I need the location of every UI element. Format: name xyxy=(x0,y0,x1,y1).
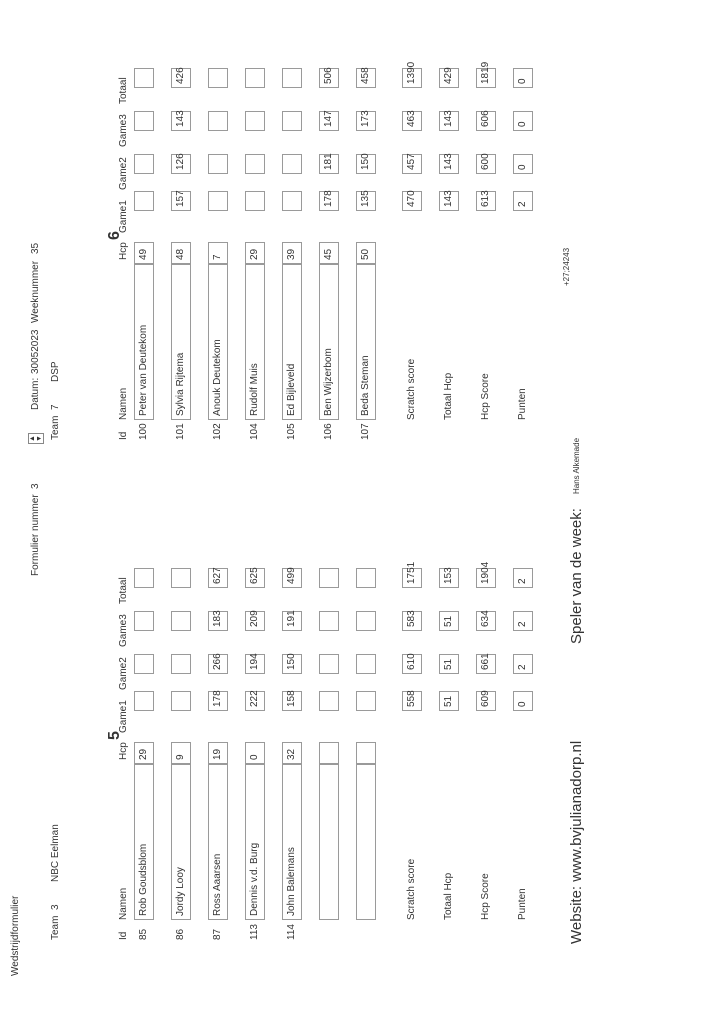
right-player-totaal-field[interactable] xyxy=(282,68,302,88)
left-player-totaal-field[interactable]: 625 xyxy=(245,568,265,588)
left-player-name-field[interactable]: Ross Aaarsen xyxy=(208,764,228,920)
formulier-value[interactable]: 3 xyxy=(30,483,41,489)
right-header-totaal: Totaal xyxy=(118,77,129,104)
left-player-totaal-field[interactable] xyxy=(134,568,154,588)
right-summary-game3: 463 xyxy=(402,111,422,131)
right-player-hcp-field[interactable]: 49 xyxy=(134,242,154,264)
left-player-hcp-field[interactable]: 32 xyxy=(282,742,302,764)
right-player-game3-field[interactable]: 173 xyxy=(356,111,376,131)
right-summary-label: Scratch score xyxy=(406,358,417,420)
right-player-game2-field[interactable]: 181 xyxy=(319,154,339,174)
right-player-totaal-field[interactable] xyxy=(245,68,265,88)
left-summary-totaal: 153 xyxy=(439,568,459,588)
right-summary-game1: 143 xyxy=(439,191,459,211)
left-player-hcp-field[interactable]: 29 xyxy=(134,742,154,764)
left-player-totaal-field[interactable]: 499 xyxy=(282,568,302,588)
right-player-name-field[interactable]: Rudolf Muis xyxy=(245,264,265,420)
right-header-id: Id xyxy=(118,431,129,440)
right-player-game1-field[interactable]: 135 xyxy=(356,191,376,211)
speler-name: Hans Alkemade xyxy=(572,437,581,494)
right-player-name-field[interactable]: Beda Steman xyxy=(356,264,376,420)
right-summary-game3: 0 xyxy=(513,111,533,131)
left-summary-game3: 2 xyxy=(513,611,533,631)
right-row-id: 107 xyxy=(360,423,371,440)
left-row-id: 85 xyxy=(138,928,149,940)
right-row-id: 105 xyxy=(286,423,297,440)
left-summary-label: Punten xyxy=(517,888,528,920)
right-summary-label: Punten xyxy=(517,388,528,420)
right-player-totaal-field[interactable]: 426 xyxy=(171,68,191,88)
right-summary-totaal: 429 xyxy=(439,68,459,88)
right-player-game2-field[interactable] xyxy=(245,154,265,174)
left-player-game3-field[interactable]: 209 xyxy=(245,611,265,631)
right-summary-totaal: 0 xyxy=(513,68,533,88)
right-player-hcp-field[interactable]: 29 xyxy=(245,242,265,264)
right-player-game2-field[interactable] xyxy=(282,154,302,174)
formulier-label: Formulier nummer xyxy=(30,494,41,576)
left-player-name-field[interactable]: John Balemans xyxy=(282,764,302,920)
right-summary-totaal: 1819 xyxy=(476,68,496,88)
datum-value[interactable]: 30052023 xyxy=(30,329,41,374)
left-player-game2-field[interactable] xyxy=(356,654,376,674)
left-player-hcp-field[interactable] xyxy=(356,742,376,764)
left-player-totaal-field[interactable] xyxy=(356,568,376,588)
right-player-game3-field[interactable] xyxy=(208,111,228,131)
left-summary-game3: 51 xyxy=(439,611,459,631)
left-player-game1-field[interactable] xyxy=(134,691,154,711)
right-player-game2-field[interactable]: 150 xyxy=(356,154,376,174)
right-player-game3-field[interactable] xyxy=(282,111,302,131)
right-player-game2-field[interactable] xyxy=(134,154,154,174)
left-player-game1-field[interactable] xyxy=(356,691,376,711)
right-team-label: Team xyxy=(50,415,61,440)
left-player-game3-field[interactable] xyxy=(356,611,376,631)
datum-label: Datum: xyxy=(30,377,41,410)
right-row-id: 100 xyxy=(138,423,149,440)
left-player-name-field[interactable]: Jordy Looy xyxy=(171,764,191,920)
right-summary-totaal: 1390 xyxy=(402,68,422,88)
left-row-id: 114 xyxy=(286,924,297,940)
left-player-game1-field[interactable]: 222 xyxy=(245,691,265,711)
left-player-game1-field[interactable] xyxy=(171,691,191,711)
right-player-totaal-field[interactable]: 458 xyxy=(356,68,376,88)
left-player-game2-field[interactable] xyxy=(134,654,154,674)
left-header-namen: Namen xyxy=(118,887,129,920)
left-player-name-field[interactable]: Rob Goudsblom xyxy=(134,764,154,920)
right-header-namen: Namen xyxy=(118,387,129,420)
right-summary-game2: 457 xyxy=(402,154,422,174)
right-player-name-field[interactable]: Ben Wijzerbom xyxy=(319,264,339,420)
right-player-hcp-field[interactable]: 45 xyxy=(319,242,339,264)
left-player-name-field[interactable] xyxy=(356,764,376,920)
left-player-game2-field[interactable]: 194 xyxy=(245,654,265,674)
left-header-game1: Game1 xyxy=(118,700,129,733)
right-player-game2-field[interactable] xyxy=(208,154,228,174)
left-summary-game2: 610 xyxy=(402,654,422,674)
left-summary-game3: 583 xyxy=(402,611,422,631)
right-player-game1-field[interactable] xyxy=(208,191,228,211)
right-summary-label: Totaal Hcp xyxy=(443,372,454,420)
left-player-game1-field[interactable] xyxy=(319,691,339,711)
right-row-id: 102 xyxy=(212,423,223,440)
left-header-totaal: Totaal xyxy=(118,577,129,604)
left-summary-totaal: 2 xyxy=(513,568,533,588)
right-row-id: 106 xyxy=(323,423,334,440)
right-player-game3-field[interactable]: 147 xyxy=(319,111,339,131)
left-player-hcp-field[interactable] xyxy=(319,742,339,764)
right-player-totaal-field[interactable] xyxy=(208,68,228,88)
form-title: Wedstrijdformulier xyxy=(10,895,21,976)
left-player-hcp-field[interactable]: 19 xyxy=(208,742,228,764)
left-team-number[interactable]: 3 xyxy=(50,904,61,910)
right-summary-label: Hcp Score xyxy=(480,373,491,420)
left-summary-game2: 51 xyxy=(439,654,459,674)
right-header-hcp: Hcp xyxy=(118,242,129,260)
website-text: Website: www.bvjulianadorp.nl xyxy=(568,740,585,944)
left-player-game3-field[interactable]: 191 xyxy=(282,611,302,631)
right-player-game3-field[interactable] xyxy=(134,111,154,131)
right-header-game1: Game1 xyxy=(118,200,129,233)
left-header-id: Id xyxy=(118,931,129,940)
left-summary-totaal: 1904 xyxy=(476,568,496,588)
right-summary-game1: 613 xyxy=(476,191,496,211)
left-team-label: Team xyxy=(50,915,61,940)
left-summary-game1: 51 xyxy=(439,691,459,711)
right-header-game3: Game3 xyxy=(118,114,129,147)
right-player-game1-field[interactable] xyxy=(282,191,302,211)
right-player-game1-field[interactable] xyxy=(245,191,265,211)
left-player-game2-field[interactable]: 266 xyxy=(208,654,228,674)
left-summary-game1: 558 xyxy=(402,691,422,711)
right-summary-game2: 143 xyxy=(439,154,459,174)
right-player-game1-field[interactable]: 157 xyxy=(171,191,191,211)
right-row-id: 101 xyxy=(175,423,186,440)
left-player-game1-field[interactable]: 158 xyxy=(282,691,302,711)
right-row-id: 104 xyxy=(249,423,260,440)
right-player-game2-field[interactable]: 126 xyxy=(171,154,191,174)
left-summary-game2: 2 xyxy=(513,654,533,674)
right-player-hcp-field[interactable]: 39 xyxy=(282,242,302,264)
left-player-totaal-field[interactable] xyxy=(319,568,339,588)
left-player-totaal-field[interactable]: 627 xyxy=(208,568,228,588)
right-header-game2: Game2 xyxy=(118,157,129,190)
left-row-id: 87 xyxy=(212,928,223,940)
left-player-game3-field[interactable] xyxy=(319,611,339,631)
right-player-game3-field[interactable]: 143 xyxy=(171,111,191,131)
left-team-name[interactable]: NBC Eelman xyxy=(50,824,61,882)
right-player-totaal-field[interactable] xyxy=(134,68,154,88)
left-player-game2-field[interactable]: 150 xyxy=(282,654,302,674)
left-summary-game3: 634 xyxy=(476,611,496,631)
right-player-hcp-field[interactable]: 50 xyxy=(356,242,376,264)
weeknummer-label: Weeknummer xyxy=(30,260,41,323)
right-team-name[interactable]: DSP xyxy=(50,361,61,382)
left-player-game3-field[interactable] xyxy=(171,611,191,631)
left-summary-label: Totaal Hcp xyxy=(443,872,454,920)
right-lane-number: 6 xyxy=(106,231,123,240)
right-player-hcp-field[interactable]: 48 xyxy=(171,242,191,264)
right-player-name-field[interactable]: Peter van Deutekom xyxy=(134,264,154,420)
right-player-totaal-field[interactable]: 506 xyxy=(319,68,339,88)
left-header-game2: Game2 xyxy=(118,657,129,690)
right-summary-game3: 143 xyxy=(439,111,459,131)
left-player-name-field[interactable]: Dennis v.d. Burg xyxy=(245,764,265,920)
right-player-name-field[interactable]: Sylvia Rijtema xyxy=(171,264,191,420)
left-player-game1-field[interactable]: 178 xyxy=(208,691,228,711)
left-player-hcp-field[interactable]: 0 xyxy=(245,742,265,764)
left-summary-game1: 609 xyxy=(476,691,496,711)
right-player-game3-field[interactable] xyxy=(245,111,265,131)
speler-score: +27;24243 xyxy=(562,247,571,286)
right-player-game1-field[interactable]: 178 xyxy=(319,191,339,211)
right-team-number[interactable]: 7 xyxy=(50,404,61,410)
left-player-game3-field[interactable]: 183 xyxy=(208,611,228,631)
right-player-hcp-field[interactable]: 7 xyxy=(208,242,228,264)
left-player-game3-field[interactable] xyxy=(134,611,154,631)
right-summary-game1: 470 xyxy=(402,191,422,211)
right-summary-game2: 600 xyxy=(476,154,496,174)
left-summary-label: Hcp Score xyxy=(480,873,491,920)
right-summary-game3: 606 xyxy=(476,111,496,131)
left-lane-number: 5 xyxy=(106,731,123,740)
left-player-game2-field[interactable] xyxy=(319,654,339,674)
left-player-game2-field[interactable] xyxy=(171,654,191,674)
right-summary-game2: 0 xyxy=(513,154,533,174)
left-player-name-field[interactable] xyxy=(319,764,339,920)
weeknummer-value[interactable]: 35 xyxy=(30,242,41,254)
right-summary-game1: 2 xyxy=(513,191,533,211)
left-header-game3: Game3 xyxy=(118,614,129,647)
left-summary-game2: 661 xyxy=(476,654,496,674)
left-header-hcp: Hcp xyxy=(118,742,129,760)
left-row-id: 86 xyxy=(175,928,186,940)
left-summary-totaal: 1751 xyxy=(402,568,422,588)
speler-label: Speler van de week: xyxy=(568,508,585,644)
left-row-id: 113 xyxy=(249,924,260,940)
right-player-name-field[interactable]: Ed Bijleveld xyxy=(282,264,302,420)
formulier-spinner-icon[interactable]: ▲ ▼ xyxy=(28,433,44,444)
right-player-game1-field[interactable] xyxy=(134,191,154,211)
left-player-hcp-field[interactable]: 9 xyxy=(171,742,191,764)
left-summary-label: Scratch score xyxy=(406,858,417,920)
left-summary-game1: 0 xyxy=(513,691,533,711)
left-player-totaal-field[interactable] xyxy=(171,568,191,588)
right-player-name-field[interactable]: Anouk Deutekom xyxy=(208,264,228,420)
